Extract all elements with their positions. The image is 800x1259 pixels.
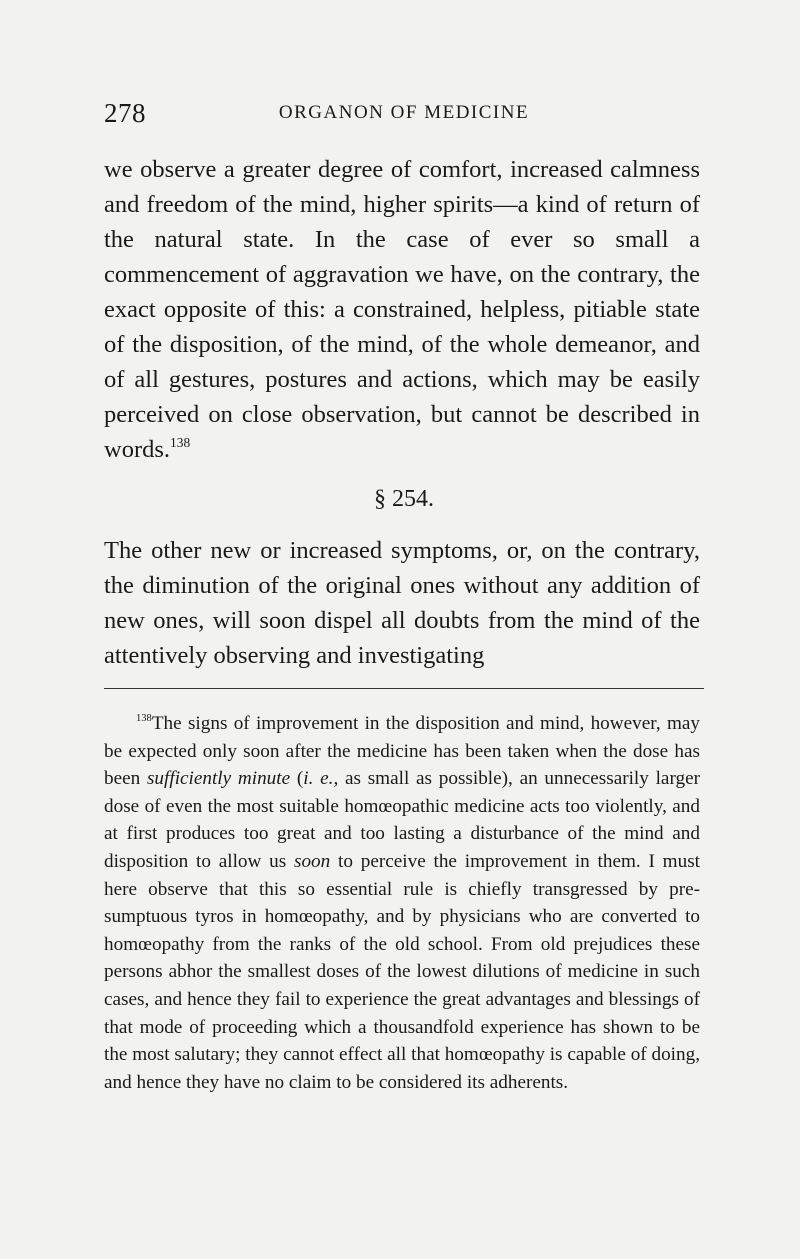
footnote-number: 138 — [136, 713, 152, 725]
paragraph-1-text: we observe a greater degree of comfort, increased calmness and freedom of the mind, higher spirits—a kind of return of the natural state. In the case of ever so small a commencement of aggravation we have, on the contrary, the exact opposite of this: a constrained, helpless, pitiable state of the disposition, of the mind, of the whole demeanor, and of all gestures, postures and actions, which may be easily perceived on close observation, but cannot be described in words. — [104, 156, 700, 463]
footnote-divider — [104, 688, 704, 689]
footnote-emphasis-1: sufficiently minute — [146, 768, 291, 790]
footnote-reference: 138 — [170, 434, 191, 450]
footnote-emphasis-3: soon — [294, 850, 331, 872]
footnote-text-1: The signs of improvement in the disposition and mind, however, may be expected only soon after the medicine has been taken when the dose has been — [104, 713, 700, 790]
paragraph-continued — [104, 152, 700, 467]
footnote-emphasis-2: i. e., — [303, 768, 339, 790]
paragraph-section-254: The other new or increased symptoms, or, on the contrary, the diminution of the original ones without any addition of new ones, will soon dispel all doubts from the mind of the attentively observing and investigating — [104, 537, 700, 669]
footnote — [104, 710, 700, 1096]
section-heading: § 254. — [374, 486, 434, 512]
footnote-text-3: as small as possible), an unnecessarily larger dose of even the most suitable homœopathic medicine acts too violently, and at first produces too great and too lasting a disturbance of the mind and disposition to allow us — [104, 768, 700, 872]
footnote-text-2: ( — [290, 768, 304, 790]
footnote-text-4: to perceive the improvement in them. I must here observe that this so essential rule is chiefly transgressed by presumptuous tyros in homœopathy, and by physicians who are converted to homœopathy from the ranks of the old school. From old prejudices these persons abhor the smallest doses of the lowest dilutions of medicine in such cases, and hence they fail to experience the great advantages and blessings of that mode of proceeding which a thousandfold experience has shown to be the most salutary; they cannot effect all that homœopathy is capable of doing, and hence they have no claim to be considered its adherents. — [104, 850, 700, 1093]
page-number: 278 — [104, 98, 146, 128]
page-header — [104, 98, 704, 138]
running-head: ORGANON OF MEDICINE — [278, 102, 530, 123]
